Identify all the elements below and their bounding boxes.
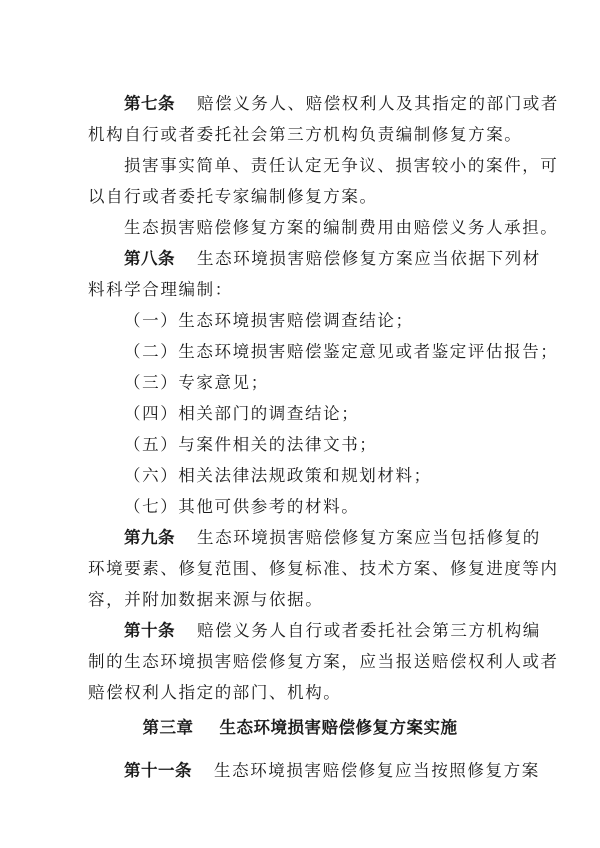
list-item: （二）生态环境损害赔偿鉴定意见或者鉴定评估报告； bbox=[124, 342, 559, 361]
article-9-line-2: 环境要素、修复范围、修复标准、技术方案、修复进度等内 bbox=[88, 559, 559, 578]
article-7-line-2: 机构自行或者委托社会第三方机构负责编制修复方案。 bbox=[88, 125, 523, 144]
article-10-line-3: 赔偿权利人指定的部门、机构。 bbox=[88, 683, 342, 702]
article-11-text-1: 生态环境损害赔偿修复应当按照修复方案 bbox=[214, 761, 540, 780]
list-item: （六）相关法律法规政策和规划材料； bbox=[124, 466, 432, 485]
chapter-title: 生态环境损害赔偿修复方案实施 bbox=[219, 718, 458, 737]
article-8-text-1: 生态环境损害赔偿修复方案应当依据下列材 bbox=[197, 249, 541, 268]
chapter-number: 第三章 bbox=[142, 718, 194, 737]
article-10-label: 第十条 bbox=[124, 621, 175, 640]
article-10-line-1 bbox=[124, 621, 541, 641]
list-item: （五）与案件相关的法律文书； bbox=[124, 435, 378, 454]
article-8-line-2: 料科学合理编制： bbox=[88, 280, 233, 299]
article-10-text-1: 赔偿义务人自行或者委托社会第三方机构编 bbox=[197, 621, 541, 640]
article-7-line-1 bbox=[124, 94, 559, 114]
paragraph-2-line-1: 损害事实简单、责任认定无争议、损害较小的案件，可 bbox=[124, 156, 559, 175]
article-10-line-2: 制的生态环境损害赔偿修复方案，应当报送赔偿权利人或者 bbox=[88, 652, 559, 671]
article-11-line-1 bbox=[124, 761, 540, 781]
article-7-text-1: 赔偿义务人、赔偿权利人及其指定的部门或者 bbox=[197, 94, 559, 113]
list-item: （三）专家意见； bbox=[124, 373, 269, 392]
paragraph-3-line-1: 生态损害赔偿修复方案的编制费用由赔偿义务人承担。 bbox=[124, 218, 559, 237]
list-item: （七）其他可供参考的材料。 bbox=[124, 497, 360, 516]
article-9-text-1: 生态环境损害赔偿修复方案应当包括修复的 bbox=[197, 528, 541, 547]
article-8-line-1 bbox=[124, 249, 541, 269]
paragraph-2-line-2: 以自行或者委托专家编制修复方案。 bbox=[88, 187, 378, 206]
article-9-line-1 bbox=[124, 528, 541, 548]
article-11-label: 第十一条 bbox=[124, 761, 192, 780]
article-9-label: 第九条 bbox=[124, 528, 175, 547]
article-9-line-3: 容，并附加数据来源与依据。 bbox=[88, 590, 324, 609]
list-item: （四）相关部门的调查结论； bbox=[124, 404, 360, 423]
chapter-heading bbox=[0, 718, 600, 738]
list-item: （一）生态环境损害赔偿调查结论； bbox=[124, 311, 414, 330]
article-8-label: 第八条 bbox=[124, 249, 175, 268]
article-7-label: 第七条 bbox=[124, 94, 175, 113]
